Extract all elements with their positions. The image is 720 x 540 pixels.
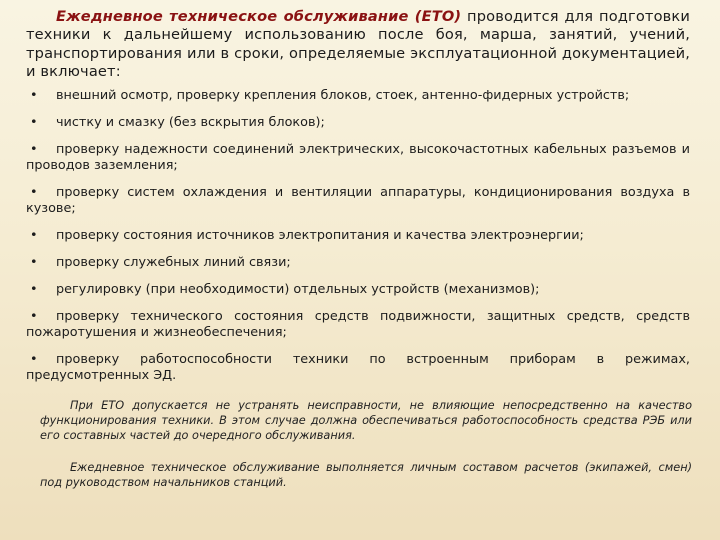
bullet-icon: • [30,281,38,297]
list-item-text: проверку надежности соединений электрических, высокочастотных кабельных разъемов и проводов заземления; [26,141,690,173]
list-item-text: проверку систем охлаждения и вентиляции аппаратуры, кондиционирования воздуха в кузове; [26,184,690,216]
bullet-icon: • [30,87,38,103]
slide-content [26,8,690,491]
list-item-text: внешний осмотр, проверку крепления блоков, стоек, антенно-фидерных устройств; [56,87,630,103]
list-item [26,142,690,174]
list-item-text: проверку работоспособности техники по встроенным приборам в режимах, предусмотренных ЭД. [26,351,690,383]
list-item [26,185,690,217]
bullet-icon: • [30,184,38,200]
list-item [26,309,690,341]
list-item [26,352,690,384]
list-item-text: проверку состояния источников электропитания и качества электроэнергии; [56,227,584,243]
list-item-text: проверку служебных линий связи; [56,254,291,270]
list-item [26,282,690,298]
bullet-icon: • [30,351,38,367]
list-item [26,88,690,104]
list-item [26,255,690,271]
bullet-icon: • [30,114,38,130]
bullet-icon: • [30,227,38,243]
bullet-icon: • [30,141,38,157]
note-paragraph: При ЕТО допускается не устранять неисправности, не влияющие непосредственно на качество функционирования техники. В этом случае должна обеспечиваться работоспособность средства РЭБ или его составных частей до очередного обслуживания. [40,398,692,443]
list-item-text: регулировку (при необходимости) отдельных устройств (механизмов); [56,281,540,297]
list-item [26,228,690,244]
list-item [26,115,690,131]
bullet-icon: • [30,308,38,324]
intro-text: проводится для подготовки техники к дальнейшему использованию после боя, марша, занятий, учений, транспортирования или в сроки, определяемые эксплуатационной документацией, и включает: [26,8,690,81]
eto-term: Ежедневное техническое обслуживание (ЕТО) [56,8,462,25]
maintenance-list [26,88,690,384]
list-item-text: проверку технического состояния средств подвижности, защитных средств, средств пожаротушения и жизнеобеспечения; [26,308,690,340]
bullet-icon: • [30,254,38,270]
intro-paragraph [26,8,690,82]
list-item-text: чистку и смазку (без вскрытия блоков); [56,114,325,130]
note-paragraph: Ежедневное техническое обслуживание выполняется личным составом расчетов (экипажей, смен) под руководством начальников станций. [40,460,692,490]
